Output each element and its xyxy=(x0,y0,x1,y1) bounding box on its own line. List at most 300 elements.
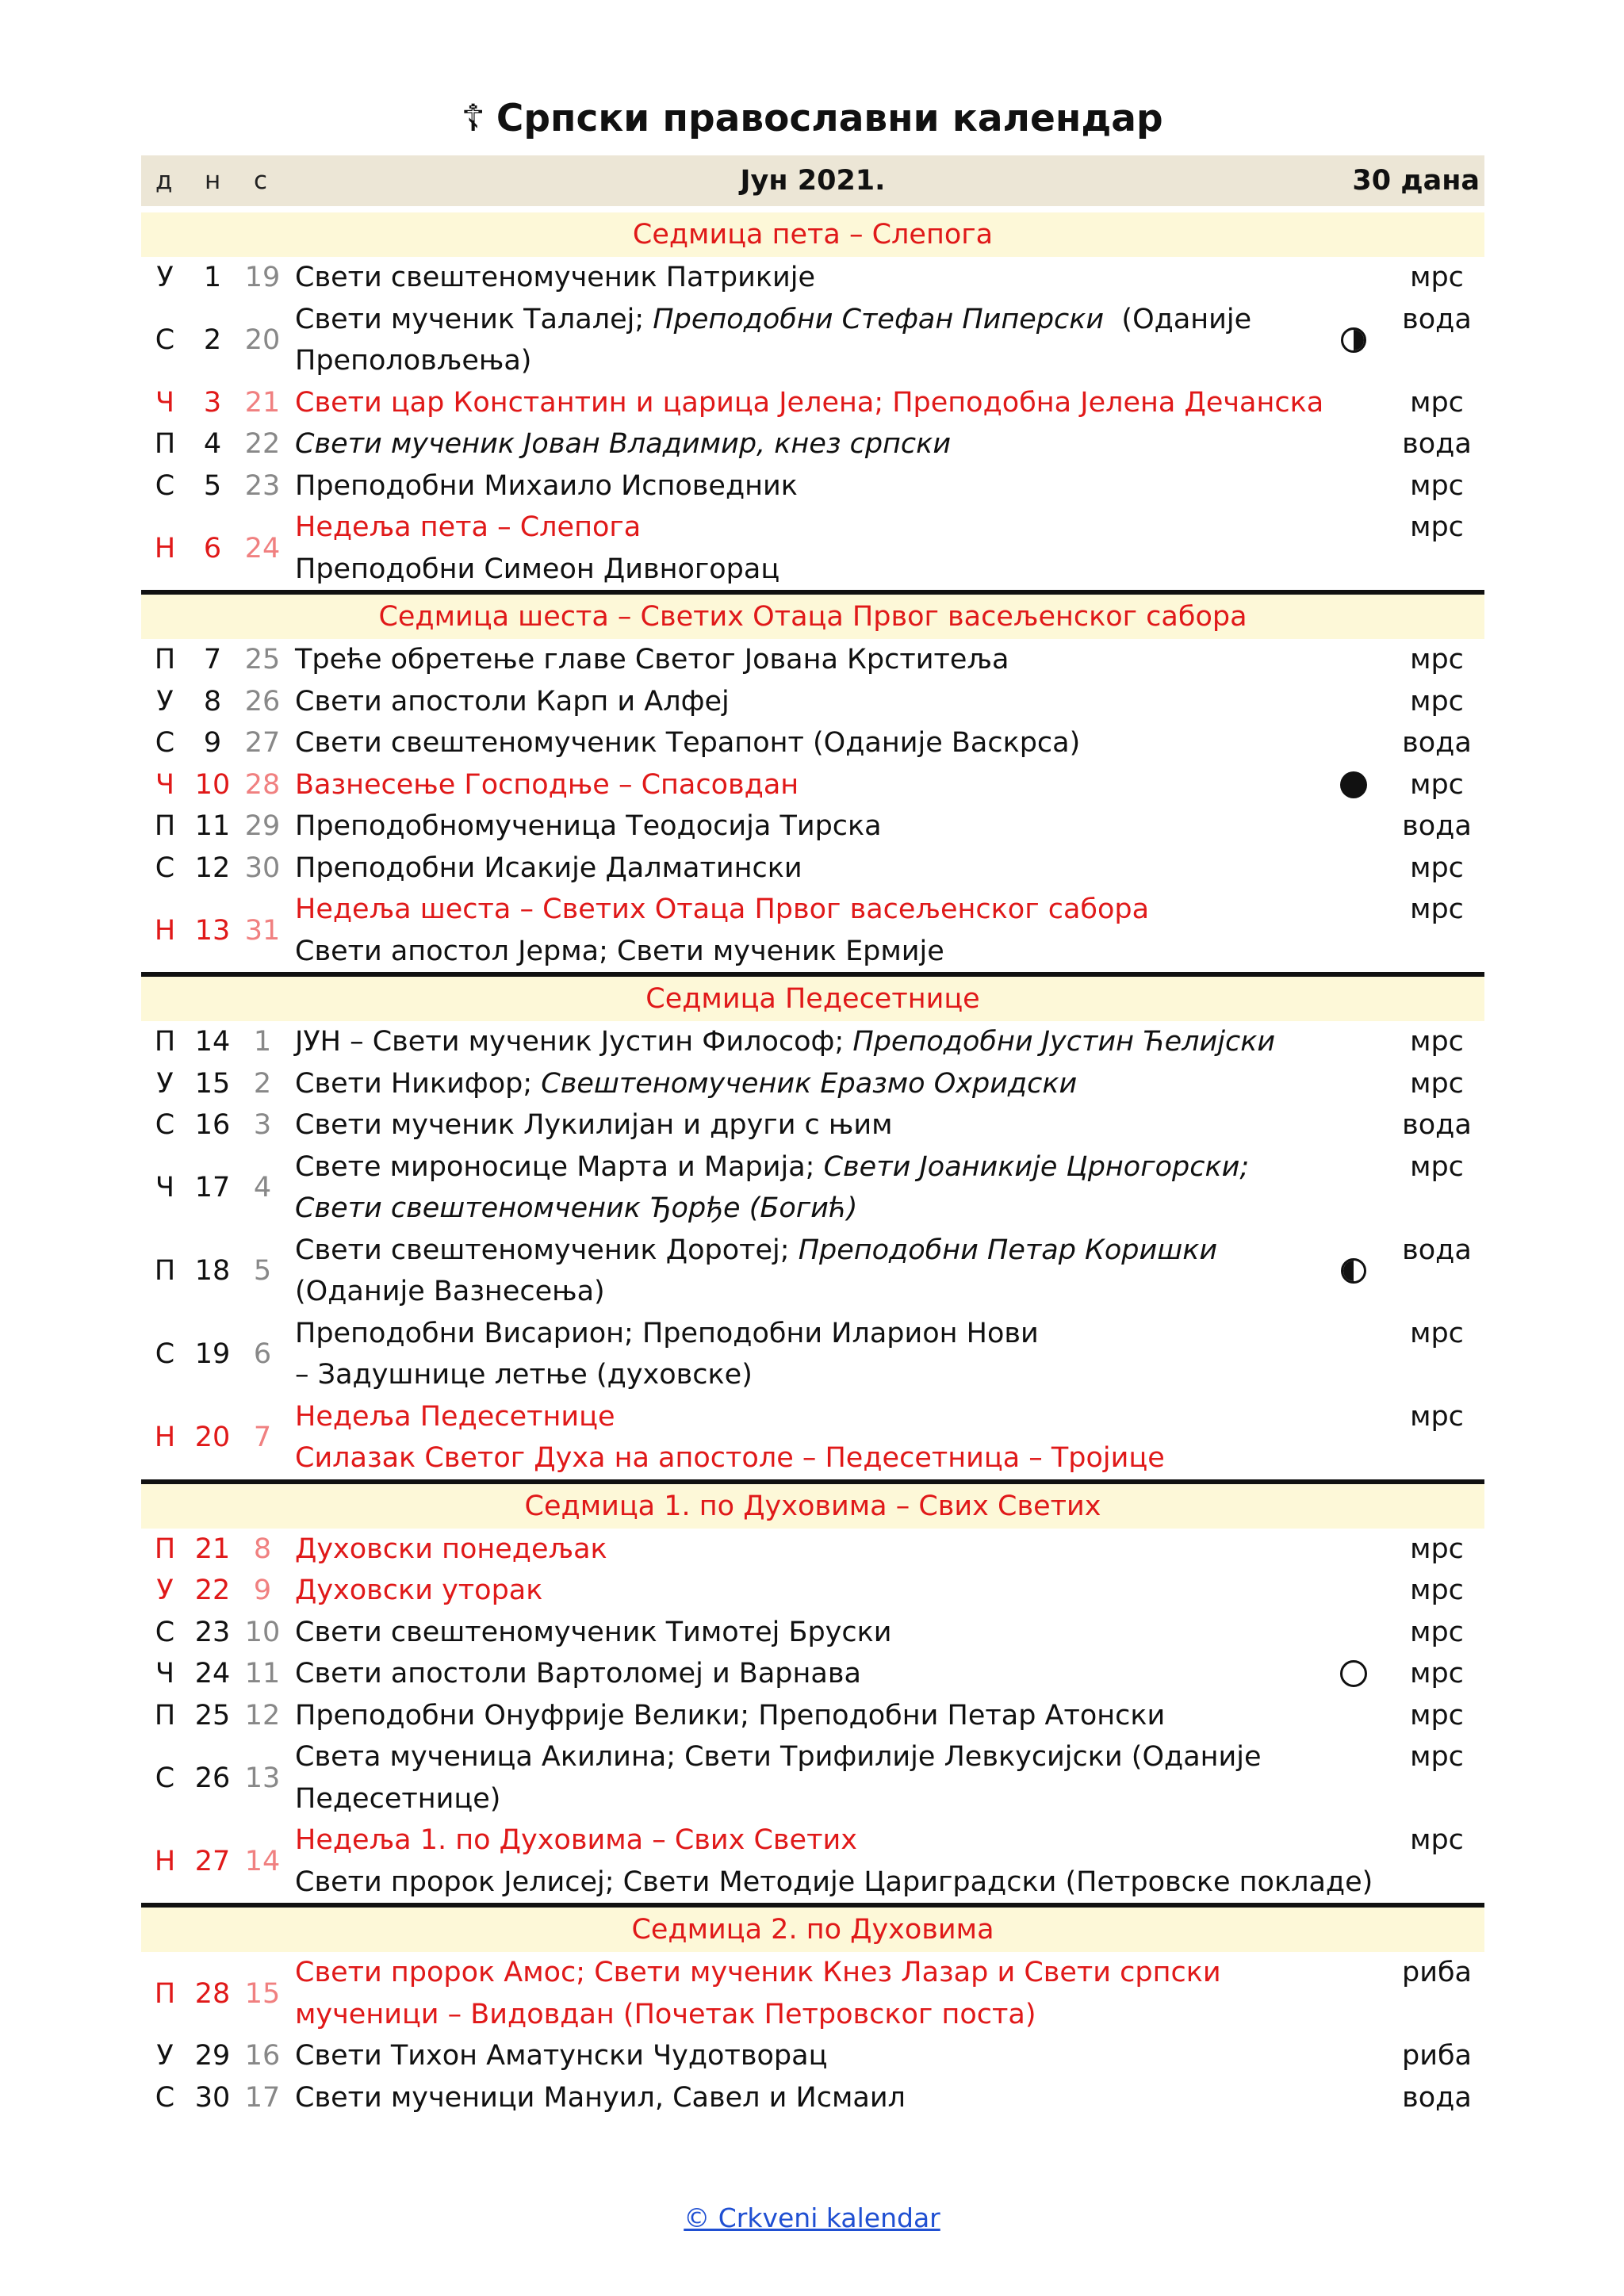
moon-phase-cell xyxy=(1318,1063,1389,1105)
old-style-date: 7 xyxy=(253,1422,272,1453)
old-style-date: 9 xyxy=(253,1575,272,1607)
new-style-date: 28 xyxy=(194,1977,231,2010)
saints-line xyxy=(295,2035,1318,2077)
new-style-date: 4 xyxy=(203,428,222,461)
day-row xyxy=(141,889,1484,972)
old-style-date: 22 xyxy=(244,428,281,461)
weekday-abbr: П xyxy=(154,1255,176,1287)
saints-line xyxy=(295,1570,1318,1612)
saints-line xyxy=(295,549,1318,591)
old-style-date: 28 xyxy=(244,768,281,801)
new-style-date: 30 xyxy=(194,2081,231,2114)
saint-name: Свети мученик Лукилијан и други с њим xyxy=(295,1109,893,1141)
new-style-date: 14 xyxy=(194,1026,231,1058)
day-row xyxy=(141,257,1484,299)
moon-phase-cell xyxy=(1318,257,1389,299)
saints-line xyxy=(295,889,1318,931)
old-style-date: 11 xyxy=(244,1658,281,1690)
day-row xyxy=(141,1529,1484,1571)
fasting-rule: мрс xyxy=(1410,1400,1464,1433)
day-row xyxy=(141,382,1484,424)
saints-text xyxy=(289,465,1318,507)
old-style-date: 15 xyxy=(244,1977,281,2010)
day-row xyxy=(141,1104,1484,1146)
weeks-container xyxy=(141,206,1484,2118)
moon-phase-cell xyxy=(1318,465,1389,507)
saints-text xyxy=(289,806,1318,848)
saints-text xyxy=(289,1063,1318,1105)
old-style-date: 3 xyxy=(253,1109,272,1142)
weekday-abbr: П xyxy=(154,1699,176,1732)
saint-name: Свете мироносице Марта и Марија; xyxy=(295,1150,824,1183)
saints-text xyxy=(289,681,1318,723)
old-style-date: 19 xyxy=(244,262,281,294)
saint-name: Свети пророк Амос; Свети мученик Кнез Лазар и Свети српски xyxy=(295,1957,1221,1988)
footer xyxy=(0,2200,1624,2237)
week-section xyxy=(141,590,1484,972)
fasting-rule: вода xyxy=(1402,1234,1472,1266)
saint-name: Педесетнице) xyxy=(295,1782,501,1815)
calendar-header xyxy=(141,155,1484,206)
saints-line xyxy=(295,340,1318,382)
header-new-style-abbr: н xyxy=(205,166,221,195)
saints-text xyxy=(289,1396,1318,1479)
saints-line xyxy=(295,257,1318,299)
saints-line xyxy=(295,1736,1318,1778)
saints-text xyxy=(289,2077,1318,2119)
new-style-date: 24 xyxy=(194,1658,231,1690)
new-style-date: 5 xyxy=(203,469,222,502)
weekday-abbr: С xyxy=(155,727,175,760)
saints-line xyxy=(295,2077,1318,2119)
moon-phase-cell xyxy=(1318,2035,1389,2077)
saint-name: Преподобни Симеон Дивногорац xyxy=(295,553,780,585)
weekday-abbr: Н xyxy=(154,1845,176,1877)
weekday-abbr: П xyxy=(154,644,176,676)
saint-name: Недеља шеста – Светих Отаца Првог васељенског сабора xyxy=(295,894,1150,925)
old-style-date: 27 xyxy=(244,727,281,760)
weekday-abbr: Н xyxy=(154,914,176,947)
saint-name: Духовски понедељак xyxy=(295,1533,607,1565)
saints-line xyxy=(295,1437,1318,1479)
day-row xyxy=(141,639,1484,681)
saints-text xyxy=(289,1570,1318,1612)
saint-name: Преподобни Стефан Пиперски xyxy=(653,303,1105,335)
saints-text xyxy=(289,848,1318,890)
saints-line xyxy=(295,1952,1318,1994)
moon-phase-cell xyxy=(1318,1313,1389,1396)
fasting-rule: мрс xyxy=(1410,1616,1464,1648)
saints-line xyxy=(295,639,1318,681)
fasting-rule: мрс xyxy=(1410,768,1464,801)
weekday-abbr: П xyxy=(154,428,176,461)
moon-phase-cell xyxy=(1318,1230,1389,1313)
week-title: Седмица 2. по Духовима xyxy=(141,1908,1484,1952)
saints-text xyxy=(289,382,1324,424)
calendar-table xyxy=(141,155,1484,2118)
saints-line xyxy=(295,1188,1318,1230)
saints-line xyxy=(295,1146,1318,1188)
saint-name: Свети свештеномученик Доротеј; xyxy=(295,1234,799,1266)
saints-line xyxy=(295,764,1318,806)
new-style-date: 26 xyxy=(194,1762,231,1794)
new-style-date: 22 xyxy=(194,1575,231,1607)
day-row xyxy=(141,507,1484,590)
saint-name: Свети Јоаникије Црногорски; xyxy=(823,1150,1250,1183)
saint-name: Треће обретење главе Светог Јована Крститеља xyxy=(295,644,1009,675)
saint-name: Преподобни Јустин Ћелијски xyxy=(852,1026,1276,1058)
new-style-date: 23 xyxy=(194,1616,231,1648)
moon-phase-cell xyxy=(1318,681,1389,723)
moon-phase-cell xyxy=(1318,1820,1389,1903)
old-style-date: 8 xyxy=(253,1533,272,1565)
new-style-date: 21 xyxy=(194,1533,231,1565)
weekday-abbr: У xyxy=(156,685,174,718)
old-style-date: 10 xyxy=(244,1616,281,1648)
fasting-rule: мрс xyxy=(1410,1026,1464,1058)
weekday-abbr: Ч xyxy=(155,768,174,801)
saint-name: Свети апостол Јерма; Свети мученик Ермије xyxy=(295,935,944,967)
old-style-date: 14 xyxy=(244,1845,281,1877)
weekday-abbr: С xyxy=(155,2081,175,2114)
week-title: Седмица пета – Слепога xyxy=(141,212,1484,257)
old-style-date: 24 xyxy=(244,532,281,564)
day-row xyxy=(141,2035,1484,2077)
old-style-date: 4 xyxy=(253,1172,272,1203)
old-style-date: 20 xyxy=(244,324,281,356)
saint-name: Свети свештеномученик Патрикије xyxy=(295,262,815,293)
fasting-rule: вода xyxy=(1402,303,1472,335)
old-style-date: 16 xyxy=(244,2040,281,2072)
saints-line xyxy=(295,722,1318,764)
fasting-rule: мрс xyxy=(1410,851,1464,884)
weekday-abbr: У xyxy=(156,2040,174,2072)
saint-name: Преподобни Онуфрије Велики; Преподобни Петар Атонски xyxy=(295,1699,1166,1732)
old-style-date: 12 xyxy=(244,1699,281,1732)
fasting-rule: мрс xyxy=(1410,1533,1464,1565)
orthodox-cross-icon: ☦ xyxy=(461,97,485,140)
fasting-rule: мрс xyxy=(1410,469,1464,502)
saints-text xyxy=(289,1313,1318,1396)
saints-text xyxy=(289,722,1318,764)
old-style-date: 5 xyxy=(253,1255,272,1287)
fasting-rule: вода xyxy=(1402,2081,1472,2114)
new-style-date: 10 xyxy=(194,768,231,801)
saints-line xyxy=(295,1862,1373,1904)
saint-name: – Задушнице летње (духовске) xyxy=(295,1359,753,1391)
saints-line xyxy=(295,848,1318,890)
moon-phase-cell xyxy=(1318,1570,1389,1612)
moon-phase-cell xyxy=(1318,1021,1389,1063)
saints-text xyxy=(289,257,1318,299)
day-row xyxy=(141,806,1484,848)
day-row xyxy=(141,722,1484,764)
new-style-date: 29 xyxy=(194,2040,231,2072)
saints-line xyxy=(295,681,1318,723)
saint-name: Преподобни Висарион; Преподобни Иларион Нови xyxy=(295,1317,1039,1349)
saint-name: Свети мученици Мануил, Савел и Исмаил xyxy=(295,2081,906,2114)
fasting-rule: мрс xyxy=(1410,386,1464,419)
new-style-date: 13 xyxy=(194,914,231,947)
new-style-date: 12 xyxy=(194,851,231,884)
saint-name: Свети свештеномченик Ђорђе (Богић) xyxy=(295,1192,858,1224)
saints-line xyxy=(295,1063,1318,1105)
saints-text xyxy=(289,1612,1318,1654)
day-row xyxy=(141,299,1484,382)
saints-text xyxy=(289,1146,1318,1230)
week-section xyxy=(141,972,1484,1479)
week-gap xyxy=(141,206,1484,212)
saint-name: Вазнесење Господње – Спасовдан xyxy=(295,768,799,801)
fasting-rule: мрс xyxy=(1410,1575,1464,1606)
saint-name: Свети Никифор; xyxy=(295,1067,542,1100)
weekday-abbr: У xyxy=(156,262,174,294)
new-style-date: 17 xyxy=(194,1172,231,1203)
moon-phase-cell xyxy=(1318,382,1389,424)
day-row xyxy=(141,2077,1484,2119)
moon-phase-cell xyxy=(1318,1695,1389,1737)
saint-name: Силазак Светог Духа на апостоле – Педесетница – Тројице xyxy=(295,1442,1165,1474)
fasting-rule: мрс xyxy=(1410,685,1464,718)
weekday-abbr: У xyxy=(156,1575,174,1607)
saint-name: (Оданије xyxy=(1104,303,1252,335)
saint-name: Свети цар Константин и царица Јелена; Преподобна Јелена Дечанска xyxy=(295,386,1324,419)
page-title-text: Српски православни календар xyxy=(496,97,1163,140)
old-style-date: 2 xyxy=(253,1067,272,1100)
weekday-abbr: П xyxy=(154,1533,176,1565)
fasting-rule: риба xyxy=(1402,2040,1472,2072)
saint-name: Свети пророк Јелисеј; Свети Методије Цариградски (Петровске покладе) xyxy=(295,1866,1373,1898)
moon-phase-cell xyxy=(1318,2077,1389,2119)
saints-line xyxy=(295,507,1318,549)
saint-name: Недеља пета – Слепога xyxy=(295,511,642,543)
weekday-abbr: У xyxy=(156,1067,174,1100)
old-style-date: 1 xyxy=(253,1026,272,1058)
saints-line xyxy=(295,1994,1318,2036)
last-quarter-moon-icon xyxy=(1341,327,1366,353)
saints-text xyxy=(289,2035,1318,2077)
fasting-rule: мрс xyxy=(1410,1150,1464,1183)
saint-name: Свети мученик Јован Владимир, кнез српски xyxy=(295,428,952,460)
moon-phase-cell xyxy=(1318,507,1389,590)
saints-text xyxy=(289,507,1318,590)
saints-text xyxy=(289,1952,1318,2035)
saints-line xyxy=(295,423,1318,465)
new-style-date: 19 xyxy=(194,1338,231,1370)
weekday-abbr: С xyxy=(155,324,175,356)
saints-line xyxy=(295,1230,1318,1272)
week-title: Седмица Педесетнице xyxy=(141,977,1484,1021)
moon-phase-cell xyxy=(1318,1952,1389,2035)
saint-name: ЈУН – Свети мученик Јустин Философ; xyxy=(295,1026,853,1058)
moon-phase-cell xyxy=(1318,1146,1389,1230)
saint-name: Преподобномученица Теодосија Тирска xyxy=(295,810,882,842)
fasting-rule: мрс xyxy=(1410,644,1464,675)
week-title: Седмица шеста – Светих Отаца Првог васељенског сабора xyxy=(141,595,1484,639)
fasting-rule: вода xyxy=(1402,810,1472,842)
weekday-abbr: С xyxy=(155,1762,175,1794)
saints-text xyxy=(289,1653,1318,1695)
moon-phase-cell xyxy=(1318,423,1389,465)
saints-line xyxy=(295,382,1324,424)
full-moon-icon xyxy=(1340,1660,1367,1687)
new-style-date: 20 xyxy=(194,1422,231,1453)
new-style-date: 18 xyxy=(194,1255,231,1287)
header-old-style-abbr: с xyxy=(254,166,268,195)
old-style-date: 17 xyxy=(244,2081,281,2114)
week-title: Седмица 1. по Духовима – Свих Светих xyxy=(141,1484,1484,1529)
saint-name: Свети апостоли Карп и Алфеј xyxy=(295,685,730,718)
moon-phase-cell xyxy=(1318,764,1389,806)
day-row xyxy=(141,1396,1484,1479)
saint-name: Преполовљења) xyxy=(295,345,532,377)
fasting-rule: мрс xyxy=(1410,1067,1464,1100)
saints-line xyxy=(295,1396,1318,1438)
saint-name: Недеља 1. по Духовима – Свих Светих xyxy=(295,1824,857,1856)
day-row xyxy=(141,465,1484,507)
weekday-abbr: Ч xyxy=(155,386,174,419)
saints-line xyxy=(295,1653,1318,1695)
saints-text xyxy=(289,1230,1318,1313)
moon-phase-cell xyxy=(1318,1104,1389,1146)
saints-line xyxy=(295,1354,1318,1396)
saints-text xyxy=(289,1820,1373,1903)
moon-phase-cell xyxy=(1318,1396,1389,1479)
old-style-date: 31 xyxy=(244,914,281,947)
moon-phase-cell xyxy=(1318,1736,1389,1820)
saint-name: Преподобни Исакије Далматински xyxy=(295,851,802,884)
saint-name: Преподобни Михаило Исповедник xyxy=(295,469,798,502)
weekday-abbr: Н xyxy=(154,532,176,564)
new-style-date: 2 xyxy=(203,324,222,356)
fasting-rule: риба xyxy=(1402,1957,1472,1988)
new-style-date: 3 xyxy=(203,386,222,419)
weekday-abbr: С xyxy=(155,1338,175,1370)
day-row xyxy=(141,1736,1484,1820)
saints-line xyxy=(295,931,1318,973)
old-style-date: 29 xyxy=(244,810,281,843)
weekday-abbr: Ч xyxy=(155,1172,174,1203)
moon-phase-cell xyxy=(1318,722,1389,764)
moon-phase-cell xyxy=(1318,639,1389,681)
saint-name: Свети свештеномученик Терапонт (Оданије Васкрса) xyxy=(295,727,1081,759)
saint-name: Света мученица Акилина; Свети Трифилије Левкусијски (Оданије xyxy=(295,1741,1262,1773)
fasting-rule: мрс xyxy=(1410,1824,1464,1856)
saint-name: Преподобни Петар Коришки xyxy=(798,1234,1218,1266)
saint-name: Свештеномученик Еразмо Охридски xyxy=(541,1067,1078,1100)
day-row xyxy=(141,1146,1484,1230)
day-row xyxy=(141,1570,1484,1612)
weekday-abbr: П xyxy=(154,810,176,843)
moon-phase-cell xyxy=(1318,299,1389,382)
day-row xyxy=(141,1952,1484,2035)
saint-name: Свети мученик Талалеј; xyxy=(295,303,653,335)
saints-line xyxy=(295,806,1318,848)
saints-text xyxy=(289,299,1318,382)
saint-name: Свети Тихон Аматунски Чудотворац xyxy=(295,2040,828,2072)
page-title xyxy=(0,91,1624,147)
new-style-date: 7 xyxy=(203,644,222,676)
weekday-abbr: Н xyxy=(154,1422,176,1453)
saints-line xyxy=(295,299,1318,341)
header-month: Јун 2021. xyxy=(740,165,886,197)
old-style-date: 23 xyxy=(244,469,281,502)
new-style-date: 11 xyxy=(194,810,231,843)
fasting-rule: мрс xyxy=(1410,894,1464,925)
saint-name: Свети апостоли Вартоломеј и Варнава xyxy=(295,1658,861,1689)
new-moon-icon xyxy=(1340,771,1367,798)
day-row xyxy=(141,1063,1484,1105)
saints-line xyxy=(295,1778,1318,1820)
saints-text xyxy=(289,764,1318,806)
day-row xyxy=(141,1021,1484,1063)
saints-line xyxy=(295,1820,1318,1862)
saints-text xyxy=(289,1529,1318,1571)
weekday-abbr: П xyxy=(154,1026,176,1058)
weekday-abbr: С xyxy=(155,1616,175,1648)
day-row xyxy=(141,1230,1484,1313)
saints-line xyxy=(295,1271,1318,1313)
week-section xyxy=(141,206,1484,590)
moon-phase-cell xyxy=(1318,1653,1389,1695)
saints-line xyxy=(295,465,1318,507)
moon-phase-cell xyxy=(1318,1612,1389,1654)
saints-text xyxy=(289,1104,1318,1146)
day-row xyxy=(141,1653,1484,1695)
fasting-rule: вода xyxy=(1402,727,1472,759)
weekday-abbr: Ч xyxy=(155,1658,174,1690)
new-style-date: 9 xyxy=(203,727,222,760)
old-style-date: 25 xyxy=(244,644,281,676)
moon-phase-cell xyxy=(1318,1529,1389,1571)
old-style-date: 26 xyxy=(244,685,281,718)
saints-line xyxy=(295,1313,1318,1355)
saints-text xyxy=(289,1736,1318,1820)
old-style-date: 13 xyxy=(244,1762,281,1794)
header-days-count: 30 дана xyxy=(1352,165,1480,197)
fasting-rule: вода xyxy=(1402,1109,1472,1141)
saints-line xyxy=(295,1612,1318,1654)
day-row xyxy=(141,681,1484,723)
day-row xyxy=(141,1313,1484,1396)
day-row xyxy=(141,1612,1484,1654)
saints-line xyxy=(295,1695,1318,1737)
first-quarter-moon-icon xyxy=(1341,1258,1366,1284)
weekday-abbr: С xyxy=(155,851,175,884)
new-style-date: 16 xyxy=(194,1109,231,1142)
saints-text xyxy=(289,639,1318,681)
fasting-rule: мрс xyxy=(1410,1658,1464,1689)
copyright-link[interactable]: © Crkveni kalendar xyxy=(684,2202,940,2233)
old-style-date: 21 xyxy=(244,386,281,419)
saints-line xyxy=(295,1021,1318,1063)
day-row xyxy=(141,1695,1484,1737)
day-row xyxy=(141,764,1484,806)
moon-phase-cell xyxy=(1318,806,1389,848)
fasting-rule: мрс xyxy=(1410,1741,1464,1773)
saint-name: Свети свештеномученик Тимотеј Бруски xyxy=(295,1616,892,1648)
saints-text xyxy=(289,889,1318,972)
moon-phase-cell xyxy=(1318,889,1389,972)
saint-name: мученици – Видовдан (Почетак Петровског поста) xyxy=(295,1998,1036,2030)
day-row xyxy=(141,848,1484,890)
new-style-date: 15 xyxy=(194,1067,231,1100)
saints-text xyxy=(289,1021,1318,1063)
fasting-rule: мрс xyxy=(1410,1317,1464,1349)
saint-name: Недеља Педесетнице xyxy=(295,1400,615,1433)
day-row xyxy=(141,1820,1484,1903)
header-day-abbr: д xyxy=(155,166,173,195)
